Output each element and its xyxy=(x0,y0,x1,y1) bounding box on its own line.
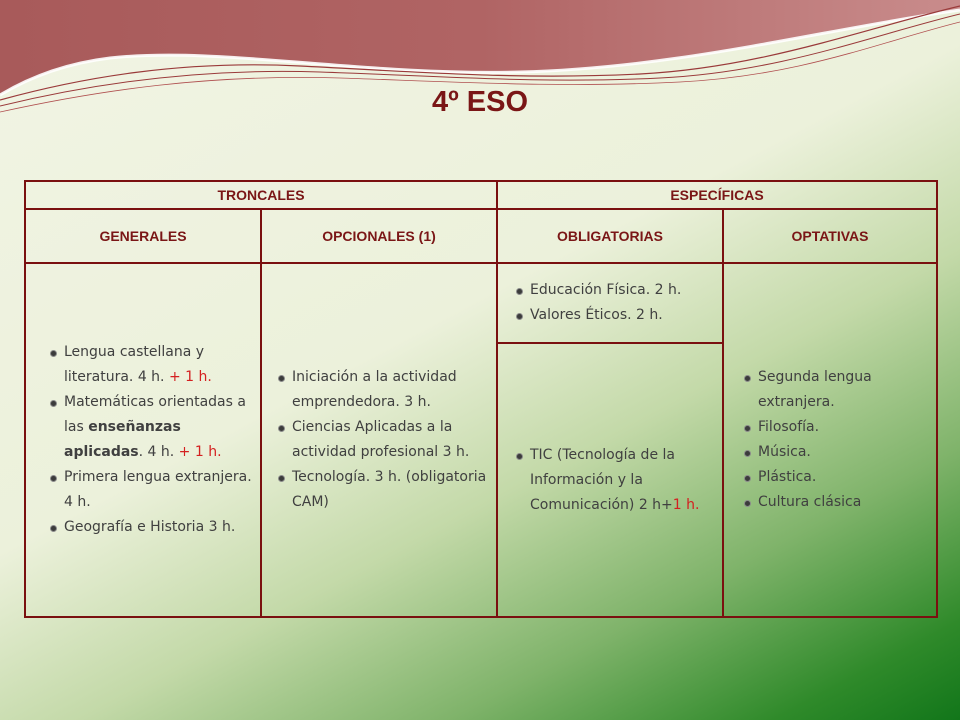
list-item: Iniciación a la actividad emprendedora. 3 h. xyxy=(274,365,492,415)
header-generales: GENERALES xyxy=(25,209,261,263)
header-obligatorias: OBLIGATORIAS xyxy=(497,209,723,263)
header-optativas: OPTATIVAS xyxy=(723,209,937,263)
list-item: Música. xyxy=(740,440,932,465)
list-item: TIC (Tecnología de la Información y la Comunicación) 2 h+1 h. xyxy=(512,443,718,518)
header-especificas: ESPECÍFICAS xyxy=(497,181,937,209)
cell-optativas xyxy=(723,263,937,617)
header-troncales: TRONCALES xyxy=(25,181,497,209)
list-tic xyxy=(498,443,722,518)
cell-obligatorias-bottom xyxy=(497,343,723,617)
list-item: Geografía e Historia 3 h. xyxy=(46,515,256,540)
list-item: Plástica. xyxy=(740,465,932,490)
list-item: Lengua castellana y literatura. 4 h. + 1 h. xyxy=(46,340,256,390)
page-title: 4º ESO xyxy=(431,86,529,118)
list-item: Primera lengua extranjera. 4 h. xyxy=(46,465,256,515)
list-generales xyxy=(26,340,260,540)
cell-opcionales xyxy=(261,263,497,617)
list-item: Tecnología. 3 h. (obligatoria CAM) xyxy=(274,465,492,515)
list-obligatorias xyxy=(498,278,722,328)
header-opcionales: OPCIONALES (1) xyxy=(261,209,497,263)
list-optativas xyxy=(724,365,936,515)
subjects-table xyxy=(24,180,938,618)
list-item: Ciencias Aplicadas a la actividad profesional 3 h. xyxy=(274,415,492,465)
list-item: Educación Física. 2 h. xyxy=(512,278,718,303)
list-item: Filosofía. xyxy=(740,415,932,440)
list-item: Cultura clásica xyxy=(740,490,932,515)
cell-obligatorias-top xyxy=(497,263,723,343)
list-opcionales xyxy=(262,365,496,515)
cell-generales xyxy=(25,263,261,617)
list-item: Segunda lengua extranjera. xyxy=(740,365,932,415)
list-item: Valores Éticos. 2 h. xyxy=(512,303,718,328)
list-item: Matemáticas orientadas a las enseñanzas aplicadas. 4 h. + 1 h. xyxy=(46,390,256,465)
